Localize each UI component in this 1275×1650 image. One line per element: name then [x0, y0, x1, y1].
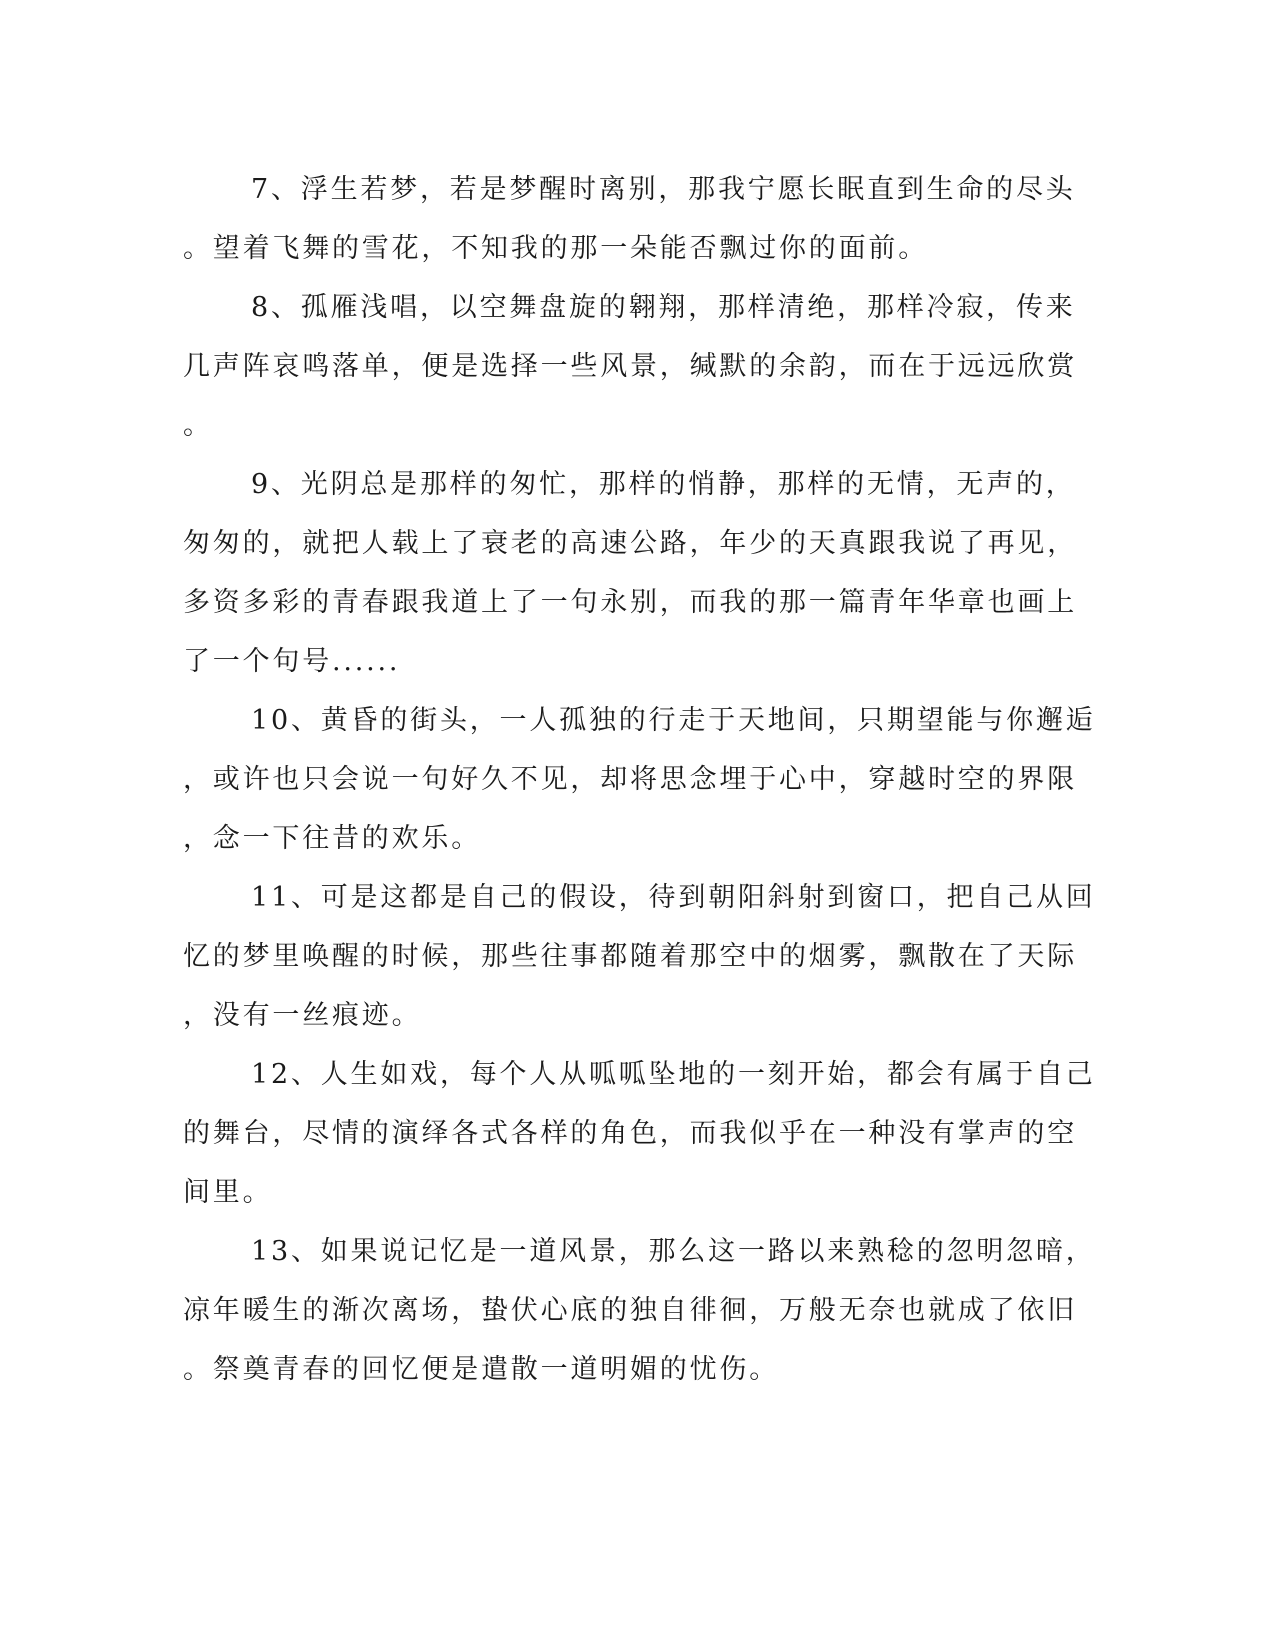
paragraph-line: 了一个句号......: [183, 646, 401, 677]
paragraph-line: 。: [183, 410, 213, 441]
paragraph-line: 13、如果说记忆是一道风景，那么这一路以来熟稔的忽明忽暗，: [251, 1236, 1096, 1267]
paragraph-11: [183, 868, 1096, 1045]
document-body: [183, 160, 1096, 1399]
paragraph-line: ，没有一丝痕迹。: [183, 1000, 422, 1031]
paragraph-line: 几声阵哀鸣落单，便是选择一些风景，缄默的余韵，而在于远远欣赏: [183, 351, 1077, 382]
paragraph-12: [183, 1045, 1096, 1222]
paragraph-7: [183, 160, 1076, 278]
paragraph-line: 11、可是这都是自己的假设，待到朝阳斜射到窗口，把自己从回: [251, 882, 1096, 913]
paragraph-9: [183, 455, 1077, 691]
paragraph-line: 10、黄昏的街头，一人孤独的行走于天地间，只期望能与你邂逅: [251, 705, 1096, 736]
paragraph-line: 。望着飞舞的雪花，不知我的那一朵能否飘过你的面前。: [183, 233, 928, 264]
paragraph-line: 8、孤雁浅唱，以空舞盘旋的翱翔，那样清绝，那样冷寂，传来: [251, 292, 1076, 323]
paragraph-line: 忆的梦里唤醒的时候，那些往事都随着那空中的烟雾，飘散在了天际: [183, 941, 1077, 972]
paragraph-line: 9、光阴总是那样的匆忙，那样的悄静，那样的无情，无声的，: [251, 469, 1076, 500]
paragraph-line: 的舞台，尽情的演绎各式各样的角色，而我似乎在一种没有掌声的空: [183, 1118, 1077, 1149]
paragraph-line: 12、人生如戏，每个人从呱呱坠地的一刻开始，都会有属于自己: [251, 1059, 1096, 1090]
paragraph-line: ，或许也只会说一句好久不见，却将思念埋于心中，穿越时空的界限: [183, 764, 1077, 795]
paragraph-8: [183, 278, 1077, 455]
paragraph-line: 7、浮生若梦，若是梦醒时离别，那我宁愿长眠直到生命的尽头: [251, 174, 1076, 205]
paragraph-line: ，念一下往昔的欢乐。: [183, 823, 481, 854]
paragraph-line: 多资多彩的青春跟我道上了一句永别，而我的那一篇青年华章也画上: [183, 587, 1077, 618]
paragraph-line: 凉年暖生的渐次离场，蛰伏心底的独自徘徊，万般无奈也就成了依旧: [183, 1295, 1077, 1326]
paragraph-line: 。祭奠青春的回忆便是遣散一道明媚的忧伤。: [183, 1354, 779, 1385]
paragraph-10: [183, 691, 1096, 868]
paragraph-line: 匆匆的，就把人载上了衰老的高速公路，年少的天真跟我说了再见，: [183, 528, 1077, 559]
paragraph-13: [183, 1222, 1096, 1399]
paragraph-line: 间里。: [183, 1177, 273, 1208]
